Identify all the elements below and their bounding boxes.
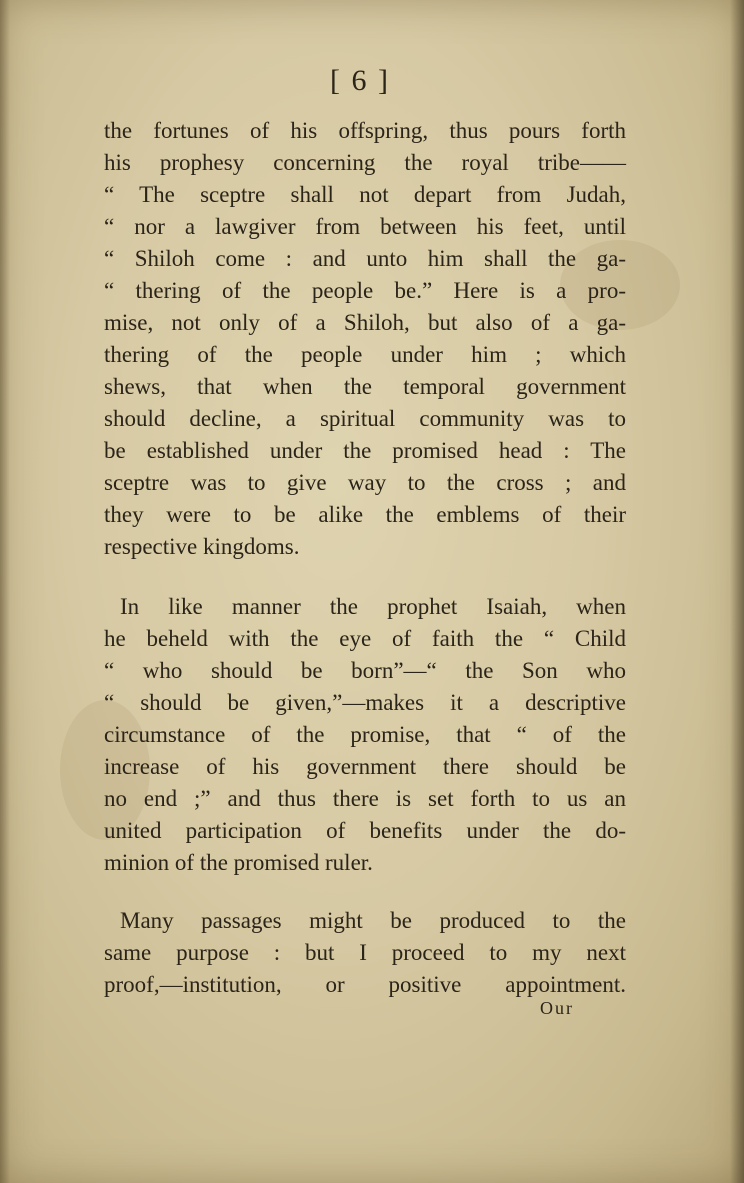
text-line: be established under the promised head : The	[104, 438, 626, 463]
text-line: they were to be alike the emblems of their	[104, 502, 626, 527]
text-line: should decline, a spiritual community was to	[104, 406, 626, 431]
text-line: Many passages might be produced to the	[120, 908, 626, 933]
text-line: the fortunes of his offspring, thus pours forth	[104, 118, 626, 143]
catchword: Our	[540, 998, 574, 1018]
text-line: “ should be given,”—makes it a descriptive	[104, 690, 626, 715]
text-line: thering of the people under him ; which	[104, 342, 626, 367]
text-line: “ who should be born”—“ the Son who	[104, 658, 626, 683]
text-line: In like manner the prophet Isaiah, when	[120, 594, 626, 619]
text-line: minion of the promised ruler.	[104, 850, 373, 875]
text-line: “ thering of the people be.” Here is a pro-	[104, 278, 626, 303]
text-line: “ nor a lawgiver from between his feet, until	[104, 214, 626, 239]
text-line: increase of his government there should be	[104, 754, 626, 779]
text-line: united participation of benefits under the do-	[104, 818, 626, 843]
text-line: circumstance of the promise, that “ of the	[104, 722, 626, 747]
text-line: “ Shiloh come : and unto him shall the ga-	[104, 246, 626, 271]
text-line: respective kingdoms.	[104, 534, 300, 559]
text-line: mise, not only of a Shiloh, but also of a ga-	[104, 310, 626, 335]
text-line: proof,—institution, or positive appointment.	[104, 972, 626, 997]
page-edge-shadow	[730, 0, 744, 1183]
page-number: [ 6 ]	[330, 64, 390, 97]
page-gutter-shadow	[0, 0, 10, 1183]
text-line: no end ;” and thus there is set forth to us an	[104, 786, 626, 811]
text-line: his prophesy concerning the royal tribe——	[104, 150, 626, 175]
text-line: same purpose : but I proceed to my next	[104, 940, 626, 965]
text-line: he beheld with the eye of faith the “ Child	[104, 626, 626, 651]
text-line: shews, that when the temporal government	[104, 374, 626, 399]
text-line: sceptre was to give way to the cross ; and	[104, 470, 626, 495]
text-line: “ The sceptre shall not depart from Judah,	[104, 182, 626, 207]
